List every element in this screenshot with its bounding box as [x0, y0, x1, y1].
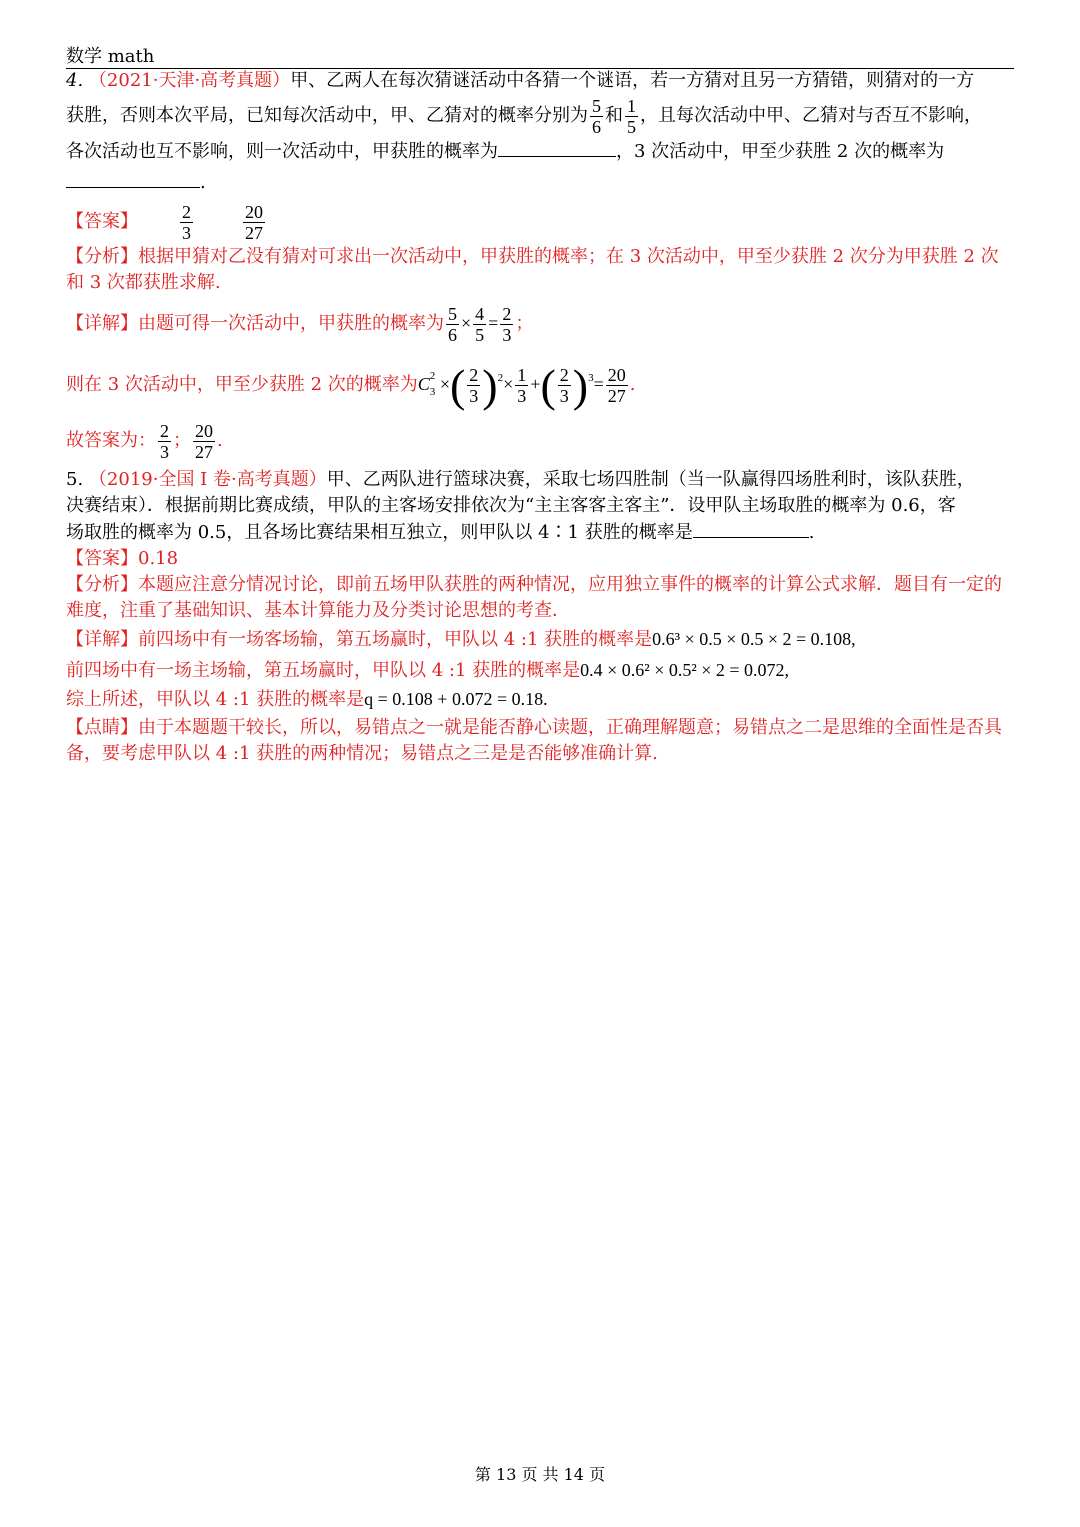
q4-detail-tag: 【详解】: [66, 313, 138, 334]
q4-analysis-tag: 【分析】: [66, 246, 138, 267]
q4-ans1-num: 2: [182, 201, 191, 222]
q5-detail-2-math: 0.4 × 0.6² × 0.5² × 2 = 0.072,: [580, 660, 790, 680]
q4-answer-2: [243, 202, 265, 243]
q4-stem-line-3: [66, 138, 1014, 165]
q4-stem-1: 甲、乙两人在每次猜谜活动中各猜一个谜语，若一方猜对且另一方猜错，则猜对的一方: [290, 70, 975, 91]
q4-detail-1-math: $\frac{5}{6}$ × $\frac{4}{5}$ = $\frac{2}{3}$: [448, 304, 512, 346]
page-header: [66, 42, 1014, 69]
q4-and: 和: [605, 105, 623, 126]
q5-blank[interactable]: [693, 519, 809, 538]
q4-stem-2b: ，且每次活动中甲、乙猜对与否互不影响，: [640, 105, 982, 126]
q5-answer-value: 0.18: [138, 548, 179, 569]
q4-stem-3a: 各次活动也互不影响，则一次活动中，甲获胜的概率为: [66, 141, 498, 162]
q5-point-text: 由于本题题干较长，所以，易错点之一就是能否静心读题，正确理解题意；易错点之二是思维的全面性是否具备，要考虑甲队以 4 :1 获胜的两种情况；易错点之三是是否能够准确计算.: [66, 717, 1002, 764]
q5-stem-end: .: [808, 522, 815, 543]
question-4: [66, 68, 1014, 467]
q4-ans2-den: 27: [245, 222, 263, 243]
q4-ans2-num: 20: [245, 201, 263, 222]
page-number: 第 13 页 共 14 页: [474, 1465, 606, 1484]
q5-stem-line-1: [66, 467, 1014, 493]
q5-detail-2: [66, 657, 1014, 684]
q5-stem-3a: 场取胜的概率为 0.5，且各场比赛结果相互独立，则甲队以 4∶1 获胜的概率是: [66, 522, 693, 543]
q4-answer-tag: 【答案】: [66, 211, 138, 232]
q5-detail-3: [66, 686, 1014, 713]
q4-analysis: [66, 244, 1014, 296]
q4-detail-2-text: 则在 3 次活动中，甲至少获胜 2 次的概率为: [66, 374, 418, 395]
q4-conclusion: 故答案为： $\frac{2}{3}$ ； $\frac{20}{27}$ .: [66, 421, 223, 463]
q5-answer: [66, 546, 1014, 572]
q4-detail-2-math: C 2 3 ×( $\frac{2}{3}$ )$^2$× $\frac{1}{3}$ +( $\frac{2}{3}$ )$^3$= $\frac{20}{27}$: [417, 359, 626, 411]
q5-answer-tag: 【答案】: [66, 548, 138, 569]
page-content: [66, 68, 1014, 767]
question-5: [66, 467, 1014, 767]
q5-detail-1-text: 前四场中有一场客场输，第五场赢时，甲队以 4 :1 获胜的概率是: [138, 629, 653, 650]
q4-stem-end: .: [200, 172, 206, 193]
q4-conclusion-text: 故答案为：: [66, 430, 156, 451]
q5-detail-tag: 【详解】: [66, 629, 138, 650]
q5-stem-line-3: [66, 519, 1014, 546]
q4-stem-3b: ，3 次活动中，甲至少获胜 2 次的概率为: [616, 141, 945, 162]
q4-number: 4.: [66, 70, 84, 91]
q5-stem-1: 甲、乙两队进行篮球决赛，采取七场四胜制（当一队赢得四场胜利时，该队获胜，: [326, 469, 975, 490]
q5-detail-1: [66, 626, 1014, 653]
q5-number: 5.: [66, 469, 84, 490]
q5-point: [66, 715, 1014, 767]
q4-fraction-b: [625, 96, 638, 137]
q5-detail-2-text: 前四场中有一场主场输，第五场赢时，甲队以 4 :1 获胜的概率是: [66, 660, 581, 681]
q4-frac-b-den: 5: [627, 116, 636, 137]
q4-analysis-text: 根据甲猜对乙没有猜对可求出一次活动中，甲获胜的概率；在 3 次活动中，甲至少获胜 2 次分为甲获胜 2 次和 3 次都获胜求解.: [66, 246, 999, 293]
q5-detail-3-text: 综上所述，甲队以 4 :1 获胜的概率是: [66, 689, 365, 710]
q5-source: （2019·全国 I 卷·高考真题）: [88, 469, 327, 490]
q4-ans1-den: 3: [182, 222, 191, 243]
q4-stem-line-1: [66, 68, 1014, 94]
q5-stem-line-2: [66, 493, 1014, 519]
q4-fraction-a: [590, 96, 603, 137]
page-footer: [0, 1462, 1080, 1485]
q5-detail-1-math: 0.6³ × 0.5 × 0.5 × 2 = 0.108,: [652, 629, 856, 649]
q4-detail-2: 则在 3 次活动中，甲至少获胜 2 次的概率为C 2 3 ×( $\frac{2}{3}$ )$^2$× $\frac{1}{3}$ +( $\frac{2}{3}$ )$^3$= $\frac{20}{27}$ .: [66, 359, 636, 411]
q5-point-tag: 【点睛】: [66, 717, 138, 738]
q4-detail-1: 【详解】由题可得一次活动中，甲获胜的概率为 $\frac{5}{6}$ × $\frac{4}{5}$ = $\frac{2}{3}$ ；: [66, 304, 534, 346]
q4-frac-b-num: 1: [627, 95, 636, 116]
q4-stem-2a: 获胜，否则本次平局，已知每次活动中，甲、乙猜对的概率分别为: [66, 105, 588, 126]
header-title: 数学 math: [66, 46, 155, 67]
q5-analysis-text: 本题应注意分情况讨论，即前五场甲队获胜的两种情况，应用独立事件的概率的计算公式求解．题目有一定的难度，注重了基础知识、基本计算能力及分类讨论思想的考查．: [66, 574, 1002, 621]
q4-stem-line-2: [66, 94, 1014, 138]
q4-source: （2021·天津·高考真题）: [88, 70, 291, 91]
q4-stem-line-4: [66, 169, 1014, 196]
q5-analysis-tag: 【分析】: [66, 574, 138, 595]
q4-blank-1[interactable]: [498, 138, 616, 157]
q4-answer: [66, 196, 1014, 244]
q5-detail-3-math: q = 0.108 + 0.072 = 0.18.: [364, 689, 548, 709]
q5-analysis: [66, 572, 1014, 624]
q4-answer-1: [180, 202, 193, 243]
q4-frac-a-den: 6: [592, 116, 601, 137]
q4-detail-1-text: 由题可得一次活动中，甲获胜的概率为: [138, 313, 444, 334]
q5-stem-2: 决赛结束）．根据前期比赛成绩，甲队的主客场安排依次为“主主客客主客主”．设甲队主场取胜的概率为 0.6，客: [66, 495, 956, 516]
q4-blank-2[interactable]: [66, 169, 200, 188]
q4-frac-a-num: 5: [592, 95, 601, 116]
